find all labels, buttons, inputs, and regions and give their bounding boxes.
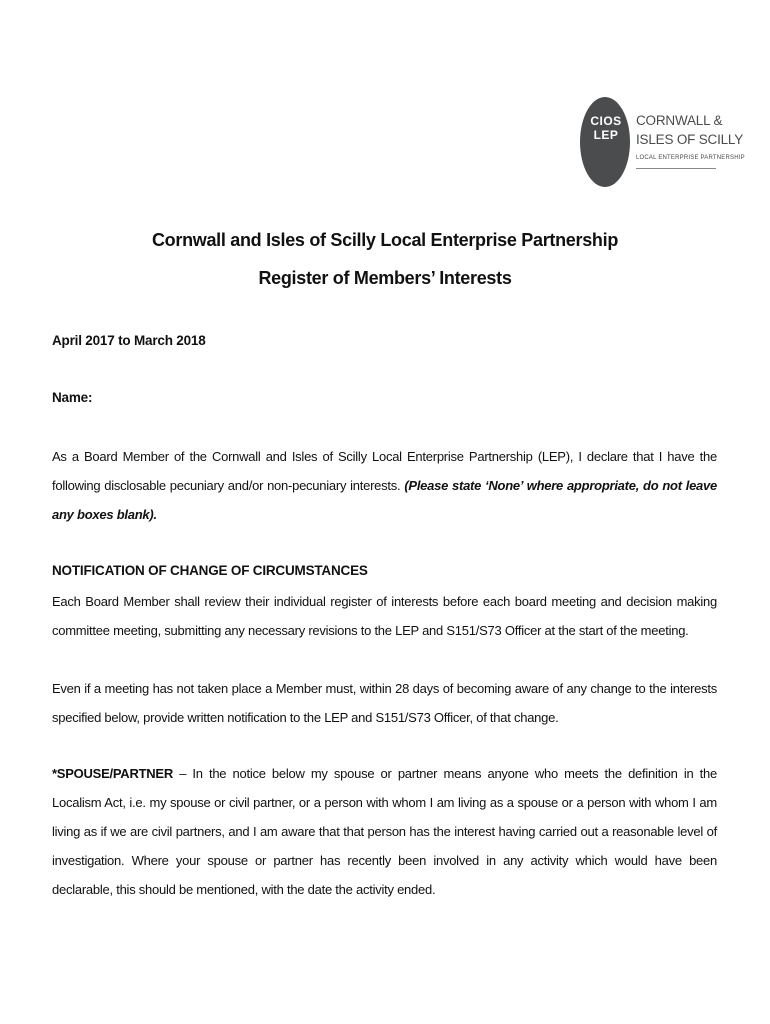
name-label: Name: [52, 390, 93, 405]
logo-rule [636, 168, 716, 169]
notification-paragraph-2: Even if a meeting has not taken place a Member must, within 28 days of becoming aware of any change to the interests specified below, provide written notification to the LEP and S151/S73 Officer, of that change. [52, 681, 717, 725]
notification-paragraph-1: Each Board Member shall review their individual register of interests before each board meeting and decision making committee meeting, submitting any necessary revisions to the LEP and S151/S73 Officer at the start of the meeting. [52, 594, 717, 638]
document-subtitle: Register of Members’ Interests [258, 268, 512, 288]
notification-heading: NOTIFICATION OF CHANGE OF CIRCUMSTANCES [52, 563, 368, 578]
period-label: April 2017 to March 2018 [52, 333, 206, 348]
cios-lep-logo [580, 97, 745, 189]
logo-text-line1: CORNWALL & [636, 113, 723, 128]
declaration-text: As a Board Member of the Cornwall and Isles of Scilly Local Enterprise Partnership (LEP), I declare that I have the following disclosable pecuniary and/or non-pecuniary interests. [52, 449, 717, 493]
declaration-emphasis: (Please state ‘None’ where appropriate, do not leave any boxes blank). [52, 478, 717, 522]
spouse-paragraph [52, 759, 717, 904]
logo-text-line2: ISLES OF SCILLY [636, 132, 744, 147]
document-title: Cornwall and Isles of Scilly Local Enterprise Partnership [151, 230, 619, 250]
logo-circle [580, 97, 630, 187]
logo-text-line3: LOCAL ENTERPRISE PARTNERSHIP [636, 155, 745, 161]
logo-circle-line1: CIOS [590, 114, 622, 128]
spouse-label: *SPOUSE/PARTNER [52, 766, 173, 781]
logo-circle-line2: LEP [593, 128, 619, 142]
declaration-paragraph [52, 442, 717, 529]
spouse-text: – In the notice below my spouse or partner means anyone who meets the definition in the Localism Act, i.e. my spouse or civil partner, or a person with whom I am living as a spouse or a person with whom I am living as if we are civil partners, and I am aware that that person has the interest having carried out a reasonable level of investigation. Where your spouse or partner has recently been involved in any activity which would have been declarable, this should be mentioned, with the date the activity ended. [52, 766, 717, 897]
